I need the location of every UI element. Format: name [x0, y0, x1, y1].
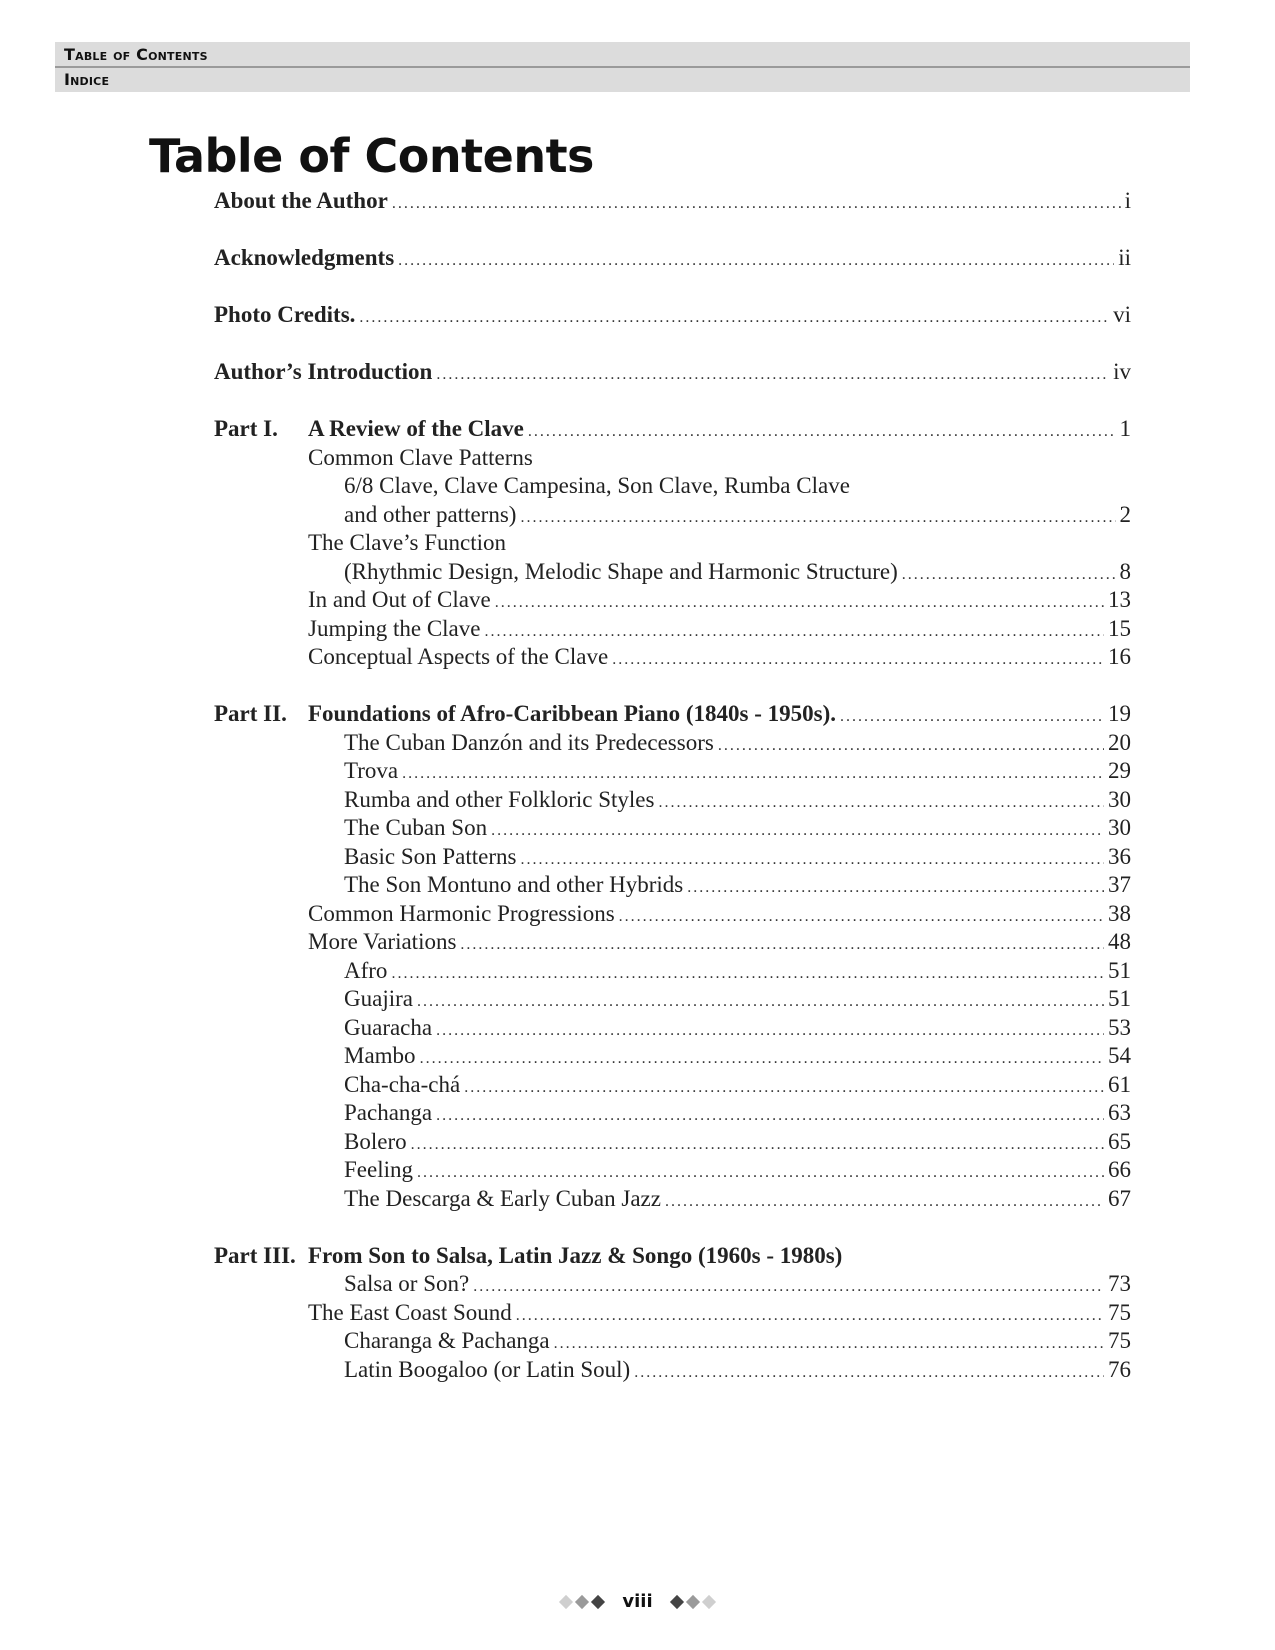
toc-entry-page: 61	[1108, 1072, 1131, 1097]
toc-entry-page: 36	[1108, 844, 1131, 869]
part-page: 19	[1108, 701, 1131, 726]
diamond-ornament-icon	[559, 1595, 573, 1609]
part-label: Part III.	[214, 1243, 296, 1268]
toc-entry-title: Rumba and other Folkloric Styles	[344, 787, 655, 812]
toc-entry[interactable]	[344, 842, 1131, 872]
toc-entry-title: About the Author	[214, 188, 388, 213]
toc-entry-page: 51	[1108, 958, 1131, 983]
toc-entry-acknowledgments[interactable]	[214, 243, 1131, 273]
dot-leader	[392, 189, 1121, 219]
toc-entry[interactable]	[308, 585, 1131, 615]
toc-entry[interactable]	[344, 471, 850, 501]
toc-entry-title: Bolero	[344, 1129, 407, 1154]
toc-entry-title: The Son Montuno and other Hybrids	[344, 872, 684, 897]
diamond-ornament-icon	[575, 1595, 589, 1609]
toc-entry[interactable]	[344, 984, 1131, 1014]
toc-entry[interactable]	[308, 642, 1131, 672]
toc-entry-page: 30	[1108, 815, 1131, 840]
dot-leader	[436, 360, 1109, 390]
dot-leader	[612, 645, 1104, 675]
toc-entry-title: Pachanga	[344, 1100, 433, 1125]
toc-entry-page: 75	[1108, 1328, 1131, 1353]
diamond-ornament-icon	[702, 1595, 716, 1609]
part-title: A Review of the Clave	[308, 416, 524, 441]
page-title: Table of Contents	[149, 129, 594, 183]
toc-entry-title: In and Out of Clave	[308, 587, 491, 612]
part-title: From Son to Salsa, Latin Jazz & Songo (1960s - 1980s)	[308, 1243, 843, 1268]
toc-entry[interactable]	[308, 1298, 1131, 1328]
toc-entry-page: 37	[1108, 872, 1131, 897]
toc-entry-title: 6/8 Clave, Clave Campesina, Son Clave, Rumba Clave	[344, 473, 850, 498]
toc-entry-title: and other patterns)	[344, 502, 517, 527]
part-page: 1	[1119, 416, 1131, 441]
toc-entry-title: More Variations	[308, 929, 457, 954]
dot-leader	[665, 1187, 1104, 1217]
toc-entry[interactable]	[344, 870, 1131, 900]
toc-entry-page: 65	[1108, 1129, 1131, 1154]
toc-entry[interactable]	[344, 1041, 1131, 1071]
toc-entry-title: Feeling	[344, 1157, 413, 1182]
dot-leader	[528, 417, 1116, 447]
toc-entry[interactable]	[344, 728, 1131, 758]
diamond-ornament-icon	[591, 1595, 605, 1609]
toc-entry-title: Author’s Introduction	[214, 359, 433, 384]
toc-entry[interactable]	[344, 756, 1131, 786]
toc-entry-page: 20	[1108, 730, 1131, 755]
toc-entry-page: 51	[1108, 986, 1131, 1011]
page-number: viii	[622, 1591, 653, 1612]
toc-entry-page: 2	[1119, 502, 1131, 527]
toc-entry-title: Afro	[344, 958, 388, 983]
toc-entry[interactable]	[344, 557, 1131, 587]
toc-entry[interactable]	[344, 1013, 1131, 1043]
toc-entry[interactable]	[308, 927, 1131, 957]
dot-leader	[359, 303, 1109, 333]
toc-entry[interactable]	[344, 500, 1131, 530]
toc-entry-title: Cha-cha-chá	[344, 1072, 461, 1097]
toc-entry-page: 38	[1108, 901, 1131, 926]
toc-entry-title: (Rhythmic Design, Melodic Shape and Harmonic Structure)	[344, 559, 898, 584]
toc-entry-title: The Descarga & Early Cuban Jazz	[344, 1186, 661, 1211]
toc-entry-page: 63	[1108, 1100, 1131, 1125]
toc-entry-page: 66	[1108, 1157, 1131, 1182]
toc-entry-title: Trova	[344, 758, 399, 783]
toc-entry-page: 76	[1108, 1357, 1131, 1382]
part-label: Part I.	[214, 416, 278, 441]
toc-part-2[interactable]	[214, 699, 1131, 729]
toc-entry[interactable]	[344, 813, 1131, 843]
toc-entry-page: iv	[1113, 359, 1131, 384]
toc-entry[interactable]	[344, 1070, 1131, 1100]
toc-entry[interactable]	[344, 1326, 1131, 1356]
toc-entry-title: The Clave’s Function	[308, 530, 507, 555]
toc-entry-page: vi	[1113, 302, 1131, 327]
toc-entry-page: 29	[1108, 758, 1131, 783]
toc-entry-title: The East Coast Sound	[308, 1300, 512, 1325]
dot-leader	[634, 1358, 1104, 1388]
toc-entry-page: 8	[1119, 559, 1131, 584]
toc-entry-title: Latin Boogaloo (or Latin Soul)	[344, 1357, 631, 1382]
toc-entry[interactable]	[344, 1155, 1131, 1185]
toc-entry[interactable]	[344, 1355, 1131, 1385]
toc-entry-about-author[interactable]	[214, 186, 1131, 216]
diamond-ornament-icon	[686, 1595, 700, 1609]
toc-entry-photo-credits[interactable]	[214, 300, 1131, 330]
toc-entry-title: The Cuban Danzón and its Predecessors	[344, 730, 714, 755]
toc-entry-title: Photo Credits.	[214, 302, 356, 327]
toc-entry-title: Basic Son Patterns	[344, 844, 517, 869]
toc-entry[interactable]	[344, 1098, 1131, 1128]
part-title: Foundations of Afro-Caribbean Piano (1840s - 1950s).	[308, 701, 836, 726]
toc-entry-page: 67	[1108, 1186, 1131, 1211]
toc-entry[interactable]	[344, 1184, 1131, 1214]
toc-entry-title: Acknowledgments	[214, 245, 395, 270]
toc-entry[interactable]	[308, 614, 1131, 644]
toc-entry-title: Guajira	[344, 986, 413, 1011]
toc-entry-page: ii	[1118, 245, 1131, 270]
toc-entry-title: Mambo	[344, 1043, 416, 1068]
toc-entry[interactable]	[344, 785, 1131, 815]
toc-entry-title: Common Harmonic Progressions	[308, 901, 615, 926]
toc-entry-authors-introduction[interactable]	[214, 357, 1131, 387]
toc-entry[interactable]	[344, 1269, 1131, 1299]
toc-entry-page: 54	[1108, 1043, 1131, 1068]
toc-entry-page: 53	[1108, 1015, 1131, 1040]
toc-entry-title: Common Clave Patterns	[308, 445, 533, 470]
running-header-title: Table of Contents	[64, 45, 208, 64]
toc-entry-page: i	[1124, 188, 1131, 213]
toc-entry-title: Conceptual Aspects of the Clave	[308, 644, 609, 669]
running-header-subtitle: Indice	[64, 70, 110, 89]
toc-part-1[interactable]	[214, 414, 1131, 444]
toc-entry-page: 13	[1108, 587, 1131, 612]
toc-entry[interactable]	[344, 1127, 1131, 1157]
toc-entry-page: 30	[1108, 787, 1131, 812]
toc-part-3[interactable]	[214, 1241, 843, 1271]
dot-leader	[520, 503, 1115, 533]
part-label: Part II.	[214, 701, 287, 726]
page-footer	[0, 1590, 1275, 1614]
toc-entry-title: Guaracha	[344, 1015, 433, 1040]
dot-leader	[398, 246, 1114, 276]
toc-entry-title: Jumping the Clave	[308, 616, 481, 641]
toc-entry-title: Salsa or Son?	[344, 1271, 470, 1296]
toc-entry[interactable]	[344, 956, 1131, 986]
toc-entry-page: 16	[1108, 644, 1131, 669]
diamond-ornament-icon	[670, 1595, 684, 1609]
running-header-rule	[55, 66, 1190, 68]
toc-entry-page: 48	[1108, 929, 1131, 954]
toc-entry[interactable]	[308, 899, 1131, 929]
toc-entry[interactable]	[308, 528, 506, 558]
toc-entry[interactable]	[308, 443, 533, 473]
toc-entry-title: The Cuban Son	[344, 815, 488, 840]
toc-entry-title: Charanga & Pachanga	[344, 1328, 550, 1353]
toc-entry-page: 15	[1108, 616, 1131, 641]
toc-entry-page: 73	[1108, 1271, 1131, 1296]
toc-entry-page: 75	[1108, 1300, 1131, 1325]
